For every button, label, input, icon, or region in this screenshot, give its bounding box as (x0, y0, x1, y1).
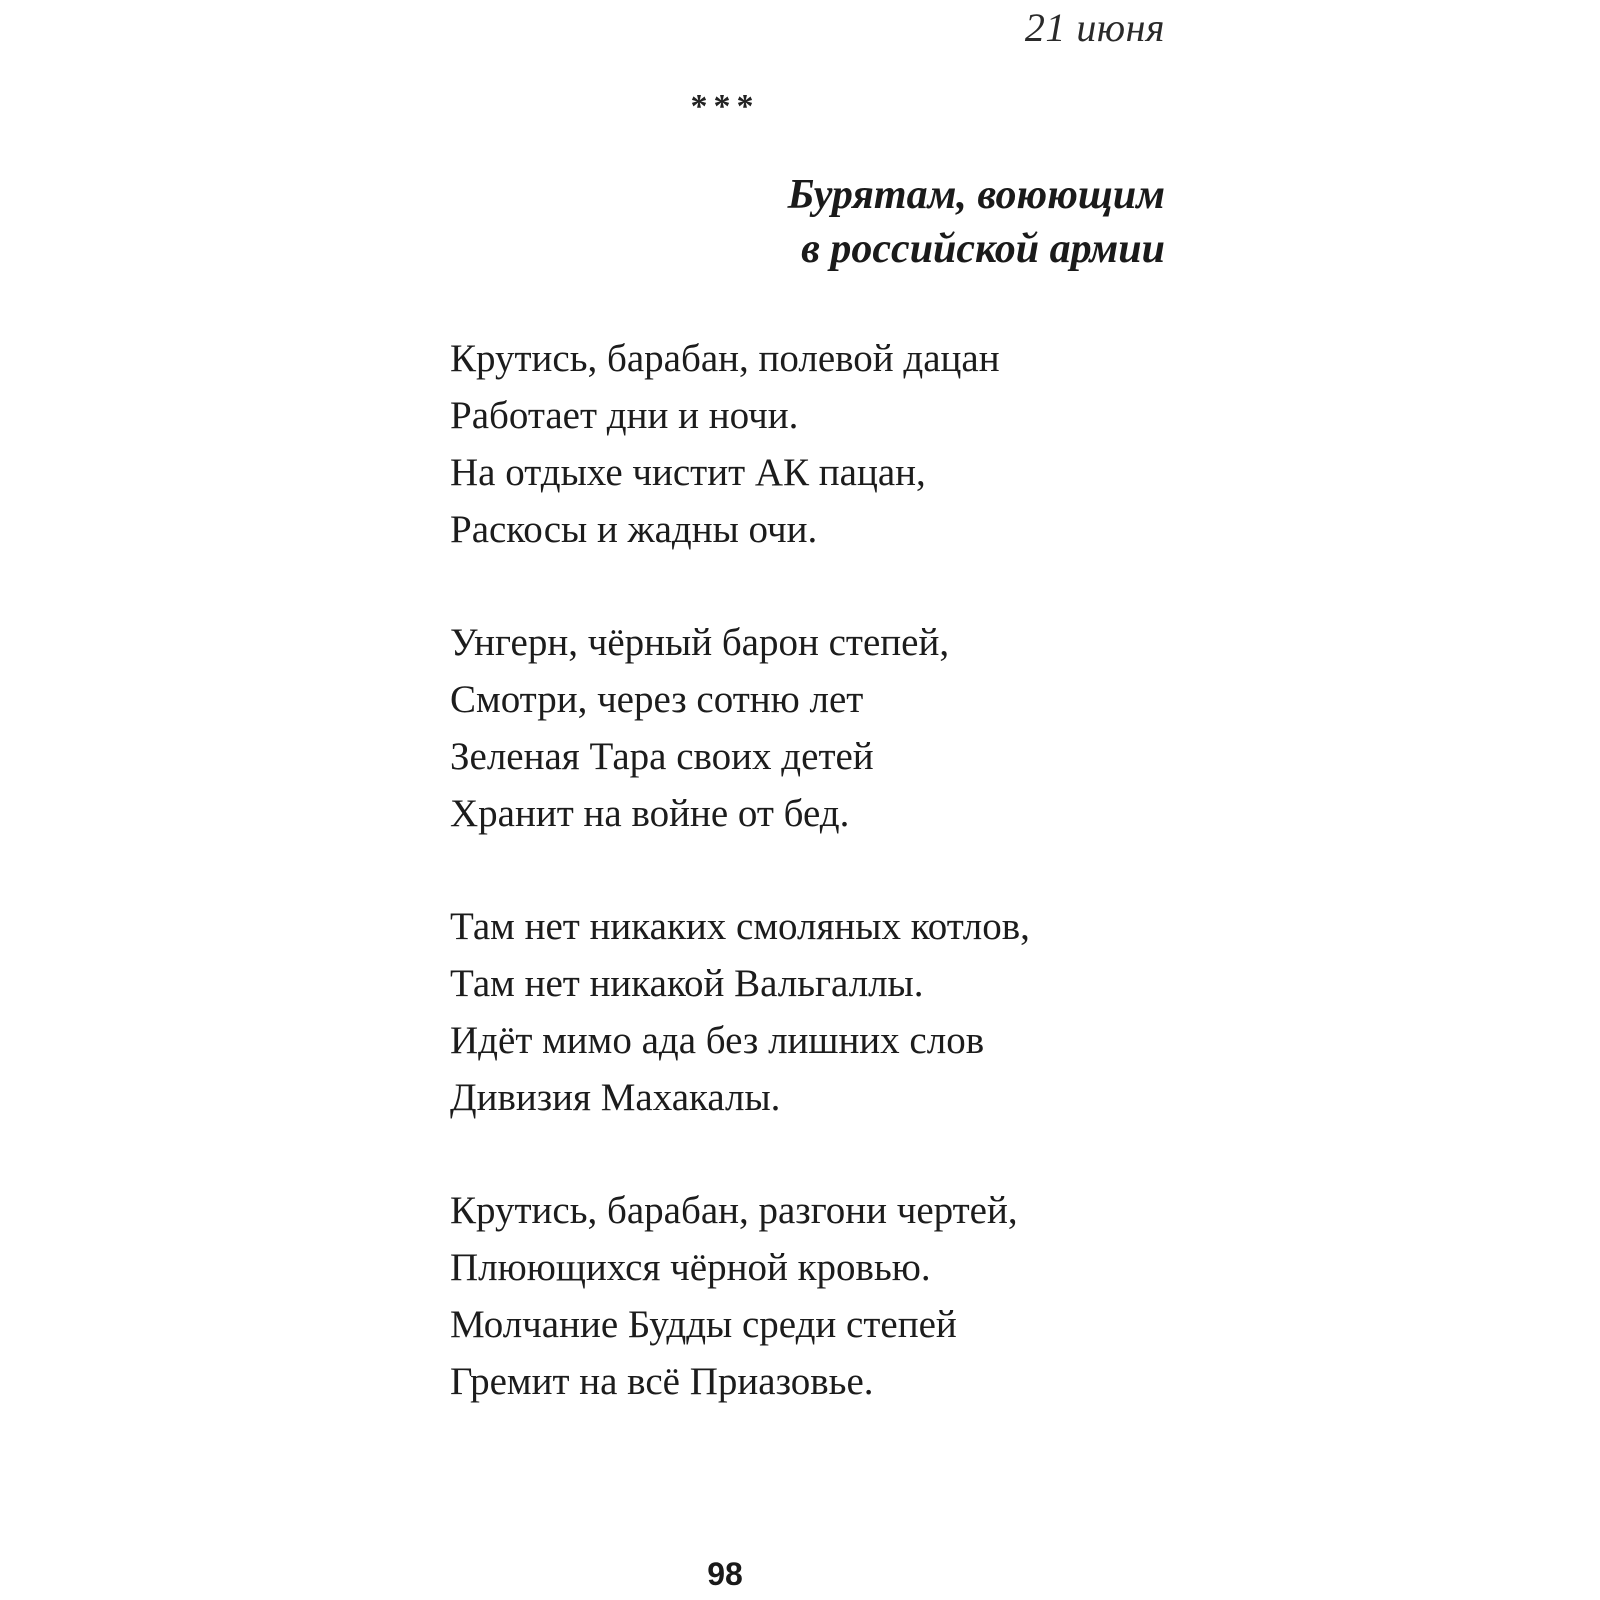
dedication-line: Бурятам, воюющим (787, 172, 1165, 218)
stanza-1 (450, 330, 1170, 558)
poem-dedication (788, 168, 1165, 276)
poem-line: Плюющихся чёрной кровью. (450, 1246, 931, 1289)
poem-line: Унгерн, чёрный барон степей, (450, 621, 950, 664)
page-number: 98 (707, 1556, 743, 1592)
poem-line: Дивизия Махакалы. (450, 1076, 781, 1119)
poem-line: На отдыхе чистит АК пацан, (450, 451, 926, 494)
poem-line: Зеленая Тара своих детей (450, 735, 874, 778)
stanza-4 (450, 1182, 1170, 1410)
section-separator: *** (690, 88, 760, 125)
poem-line: Там нет никакой Вальгаллы. (450, 962, 924, 1005)
stanza-3 (450, 898, 1170, 1126)
poem-line: Там нет никаких смоляных котлов, (450, 905, 1030, 948)
date-header: 21 июня (1024, 5, 1165, 50)
dedication-line: в российской армии (801, 226, 1165, 272)
poem-line: Работает дни и ночи. (450, 394, 799, 437)
poem-line: Гремит на всё Приазовье. (450, 1360, 874, 1403)
poem-line: Молчание Будды среди степей (450, 1303, 957, 1346)
poem-body (450, 330, 1170, 1410)
poem-line: Крутись, барабан, разгони чертей, (450, 1189, 1018, 1232)
poem-line: Идёт мимо ада без лишних слов (450, 1019, 985, 1062)
poem-line: Хранит на войне от бед. (450, 792, 850, 835)
poem-line: Крутись, барабан, полевой дацан (450, 337, 1000, 380)
stanza-2 (450, 614, 1170, 842)
poem-line: Смотри, через сотню лет (450, 678, 864, 721)
poem-line: Раскосы и жадны очи. (450, 508, 818, 551)
